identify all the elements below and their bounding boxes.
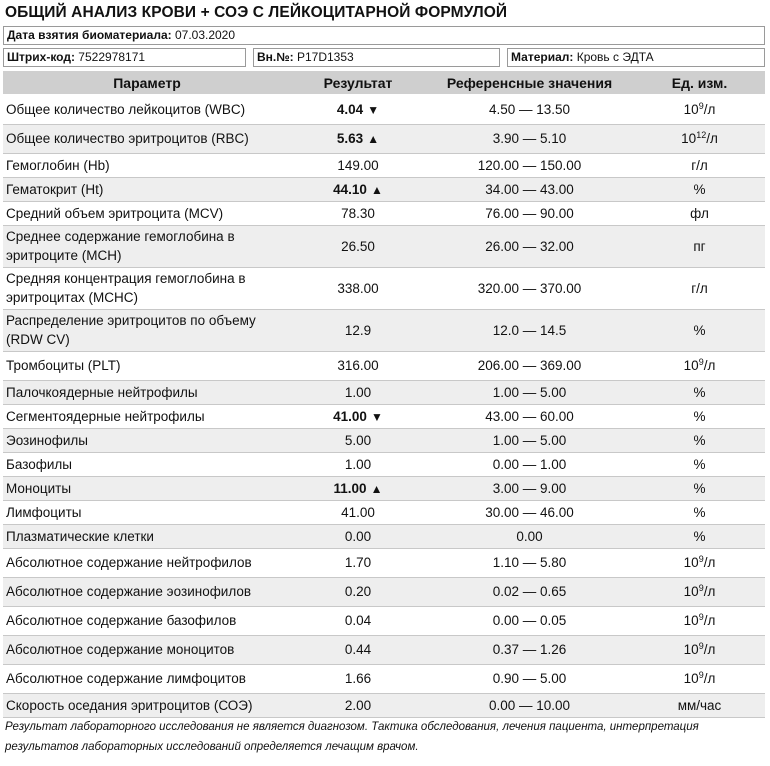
parameter-name: Моноциты — [3, 476, 291, 500]
unit-exponent: 9 — [698, 101, 704, 112]
unit-cell: % — [634, 452, 765, 476]
result-value: 149.00 — [337, 157, 379, 173]
table-row — [3, 380, 765, 404]
result-cell — [291, 201, 425, 225]
unit-cell: % — [634, 404, 765, 428]
disclaimer-footnote: Результат лабораторного исследования не является диагнозом. Тактика обследования, лечения пациента, интерпретация результатов лабораторных исследований определяется лечащим врачом. — [5, 721, 699, 753]
table-row — [3, 153, 765, 177]
result-value: 0.20 — [344, 584, 372, 599]
table-row — [3, 606, 765, 635]
parameter-name: Абсолютное содержание нейтрофилов — [3, 548, 291, 577]
barcode-box — [3, 48, 246, 67]
table-row — [3, 404, 765, 428]
reference-range: 0.90 — 5.00 — [425, 664, 634, 693]
result-value: 1.66 — [344, 671, 372, 686]
table-row — [3, 693, 765, 717]
table-row — [3, 635, 765, 664]
collection-date-value: 07.03.2020 — [174, 28, 236, 42]
reference-range: 1.10 — 5.80 — [425, 548, 634, 577]
table-row — [3, 267, 765, 309]
parameter-name: Абсолютное содержание лимфоцитов — [3, 664, 291, 693]
unit-cell — [634, 606, 765, 635]
unit-cell — [634, 577, 765, 606]
result-cell — [291, 124, 425, 153]
reference-range: 0.00 — 10.00 — [425, 693, 634, 717]
reference-range: 320.00 — 370.00 — [425, 267, 634, 309]
unit-cell: % — [634, 428, 765, 452]
result-cell — [291, 577, 425, 606]
material-label: Материал: — [511, 50, 574, 64]
result-value: 11.00 — [333, 480, 367, 496]
header-unit: Ед. изм. — [634, 71, 765, 95]
unit-exponent: 9 — [698, 641, 704, 651]
table-row — [3, 124, 765, 153]
result-value: 2.00 — [344, 697, 372, 713]
reference-range: 0.37 — 1.26 — [425, 635, 634, 664]
reference-range: 43.00 — 60.00 — [425, 404, 634, 428]
unit-exponent: 9 — [698, 357, 704, 367]
unit-cell: фл — [634, 201, 765, 225]
unit-cell — [634, 124, 765, 153]
unit-cell: г/л — [634, 153, 765, 177]
unit-cell: % — [634, 177, 765, 201]
table-row — [3, 201, 765, 225]
parameter-name: Средний объем эритроцита (MCV) — [3, 201, 291, 225]
result-cell — [291, 524, 425, 548]
result-cell — [291, 404, 425, 428]
parameter-name: Общее количество лейкоцитов (WBC) — [3, 95, 291, 124]
unit-cell: % — [634, 476, 765, 500]
table-row — [3, 351, 765, 380]
barcode-value: 7522978171 — [78, 50, 146, 64]
result-value: 26.50 — [341, 238, 375, 254]
result-value: 338.00 — [337, 280, 379, 296]
reference-range: 12.0 — 14.5 — [425, 309, 634, 351]
result-cell — [291, 380, 425, 404]
parameter-name: Абсолютное содержание базофилов — [3, 606, 291, 635]
unit-cell: % — [634, 309, 765, 351]
unit-cell: мм/час — [634, 693, 765, 717]
internal-number-label: Вн.№: — [257, 50, 294, 64]
barcode-label: Штрих-код: — [7, 50, 75, 64]
result-cell — [291, 635, 425, 664]
reference-range: 0.00 — 1.00 — [425, 452, 634, 476]
reference-range: 206.00 — 369.00 — [425, 351, 634, 380]
unit-base: 10 — [683, 102, 699, 118]
result-cell — [291, 267, 425, 309]
internal-number-box — [253, 48, 500, 67]
arrow-down-icon: ▼ — [367, 103, 380, 118]
parameter-name: Сегментоядерные нейтрофилы — [3, 404, 291, 428]
parameter-name: Скорость оседания эритроцитов (СОЭ) — [3, 693, 291, 717]
parameter-name: Абсолютное содержание моноцитов — [3, 635, 291, 664]
reference-range: 4.50 — 13.50 — [425, 95, 634, 124]
table-row — [3, 177, 765, 201]
parameter-name: Гематокрит (Ht) — [3, 177, 291, 201]
unit-base: 10 — [683, 671, 699, 686]
reference-range: 120.00 — 150.00 — [425, 153, 634, 177]
result-cell — [291, 500, 425, 524]
result-value: 0.00 — [344, 528, 372, 544]
parameter-name: Общее количество эритроцитов (RBC) — [3, 124, 291, 153]
unit-suffix: /л — [706, 131, 718, 146]
unit-cell — [634, 664, 765, 693]
result-value: 5.63 — [336, 131, 364, 146]
arrow-down-icon: ▼ — [370, 409, 383, 424]
parameter-name: Эозинофилы — [3, 428, 291, 452]
arrow-up-icon: ▲ — [367, 132, 380, 146]
result-cell — [291, 309, 425, 351]
report-title: ОБЩИЙ АНАЛИЗ КРОВИ + СОЭ С ЛЕЙКОЦИТАРНОЙ ФОРМУЛОЙ — [5, 4, 508, 21]
unit-cell: % — [634, 524, 765, 548]
unit-exponent: 9 — [698, 612, 704, 622]
unit-cell — [634, 351, 765, 380]
unit-cell — [634, 95, 765, 124]
result-cell — [291, 664, 425, 693]
unit-suffix: /л — [703, 671, 716, 686]
table-row — [3, 476, 765, 500]
unit-base: 10 — [683, 584, 699, 599]
result-cell — [291, 351, 425, 380]
unit-base: 10 — [683, 613, 699, 628]
unit-suffix: /л — [703, 102, 716, 118]
material-value: Кровь с ЭДТА — [576, 50, 654, 64]
parameter-name: Абсолютное содержание эозинофилов — [3, 577, 291, 606]
reference-range: 34.00 — 43.00 — [425, 177, 634, 201]
table-row — [3, 309, 765, 351]
result-value: 1.00 — [344, 384, 372, 400]
parameter-name: Среднее содержание гемоглобина в эритроците (MCH) — [3, 225, 291, 267]
reference-range: 76.00 — 90.00 — [425, 201, 634, 225]
parameter-name: Гемоглобин (Hb) — [3, 153, 291, 177]
table-row — [3, 428, 765, 452]
unit-exponent: 9 — [698, 670, 704, 680]
result-cell — [291, 177, 425, 201]
unit-suffix: /л — [703, 613, 716, 628]
reference-range: 0.00 — 0.05 — [425, 606, 634, 635]
parameter-name: Лимфоциты — [3, 500, 291, 524]
result-value: 4.04 — [336, 102, 364, 118]
table-row — [3, 95, 765, 124]
unit-base: 10 — [681, 131, 697, 146]
reference-range: 26.00 — 32.00 — [425, 225, 634, 267]
table-row — [3, 500, 765, 524]
result-cell — [291, 452, 425, 476]
unit-cell: % — [634, 500, 765, 524]
unit-cell: г/л — [634, 267, 765, 309]
results-header-row — [3, 71, 765, 95]
parameter-name: Плазматические клетки — [3, 524, 291, 548]
reference-range: 3.00 — 9.00 — [425, 476, 634, 500]
unit-cell — [634, 548, 765, 577]
parameter-name: Распределение эритроцитов по объему (RDW CV) — [3, 309, 291, 351]
parameter-name: Палочкоядерные нейтрофилы — [3, 380, 291, 404]
table-row — [3, 225, 765, 267]
table-row — [3, 577, 765, 606]
results-table — [3, 71, 765, 718]
unit-cell: пг — [634, 225, 765, 267]
unit-suffix: /л — [703, 555, 716, 570]
result-value: 78.30 — [341, 205, 375, 221]
parameter-name: Средняя концентрация гемоглобина в эритроцитах (MCHC) — [3, 267, 291, 309]
result-value: 41.00 — [341, 504, 375, 520]
unit-exponent: 9 — [698, 583, 704, 593]
reference-range: 0.02 — 0.65 — [425, 577, 634, 606]
result-cell — [291, 95, 425, 124]
result-value: 1.00 — [344, 456, 372, 472]
unit-cell: % — [634, 380, 765, 404]
unit-suffix: /л — [703, 358, 716, 373]
result-cell — [291, 153, 425, 177]
result-value: 316.00 — [337, 358, 379, 373]
reference-range: 30.00 — 46.00 — [425, 500, 634, 524]
parameter-name: Тромбоциты (PLT) — [3, 351, 291, 380]
result-value: 0.04 — [344, 613, 372, 628]
result-value: 41.00 — [333, 408, 367, 424]
table-row — [3, 452, 765, 476]
result-value: 5.00 — [344, 432, 372, 448]
result-cell — [291, 693, 425, 717]
unit-base: 10 — [683, 642, 699, 657]
table-row — [3, 664, 765, 693]
reference-range: 3.90 — 5.10 — [425, 124, 634, 153]
arrow-up-icon: ▲ — [370, 481, 383, 496]
parameter-name: Базофилы — [3, 452, 291, 476]
result-cell — [291, 476, 425, 500]
results-body — [3, 95, 765, 717]
result-value: 12.9 — [344, 322, 372, 338]
collection-date-box — [3, 26, 765, 45]
result-cell — [291, 428, 425, 452]
reference-range: 0.00 — [425, 524, 634, 548]
result-cell — [291, 225, 425, 267]
table-row — [3, 524, 765, 548]
result-value: 0.44 — [344, 642, 372, 657]
unit-cell — [634, 635, 765, 664]
result-cell — [291, 606, 425, 635]
result-cell — [291, 548, 425, 577]
unit-suffix: /л — [703, 642, 716, 657]
collection-date-label: Дата взятия биоматериала: — [7, 28, 172, 42]
reference-range: 1.00 — 5.00 — [425, 428, 634, 452]
result-value: 1.70 — [344, 555, 372, 570]
internal-number-value: P17D1353 — [296, 50, 354, 64]
reference-range: 1.00 — 5.00 — [425, 380, 634, 404]
unit-base: 10 — [683, 555, 699, 570]
header-reference: Референсные значения — [425, 71, 634, 95]
unit-suffix: /л — [703, 584, 716, 599]
arrow-up-icon: ▲ — [370, 182, 383, 197]
unit-exponent: 12 — [696, 130, 707, 140]
material-box — [507, 48, 765, 67]
unit-exponent: 9 — [698, 554, 704, 564]
table-row — [3, 548, 765, 577]
result-value: 44.10 — [333, 181, 367, 197]
header-parameter: Параметр — [3, 71, 291, 95]
header-result: Результат — [291, 71, 425, 95]
unit-base: 10 — [683, 358, 699, 373]
